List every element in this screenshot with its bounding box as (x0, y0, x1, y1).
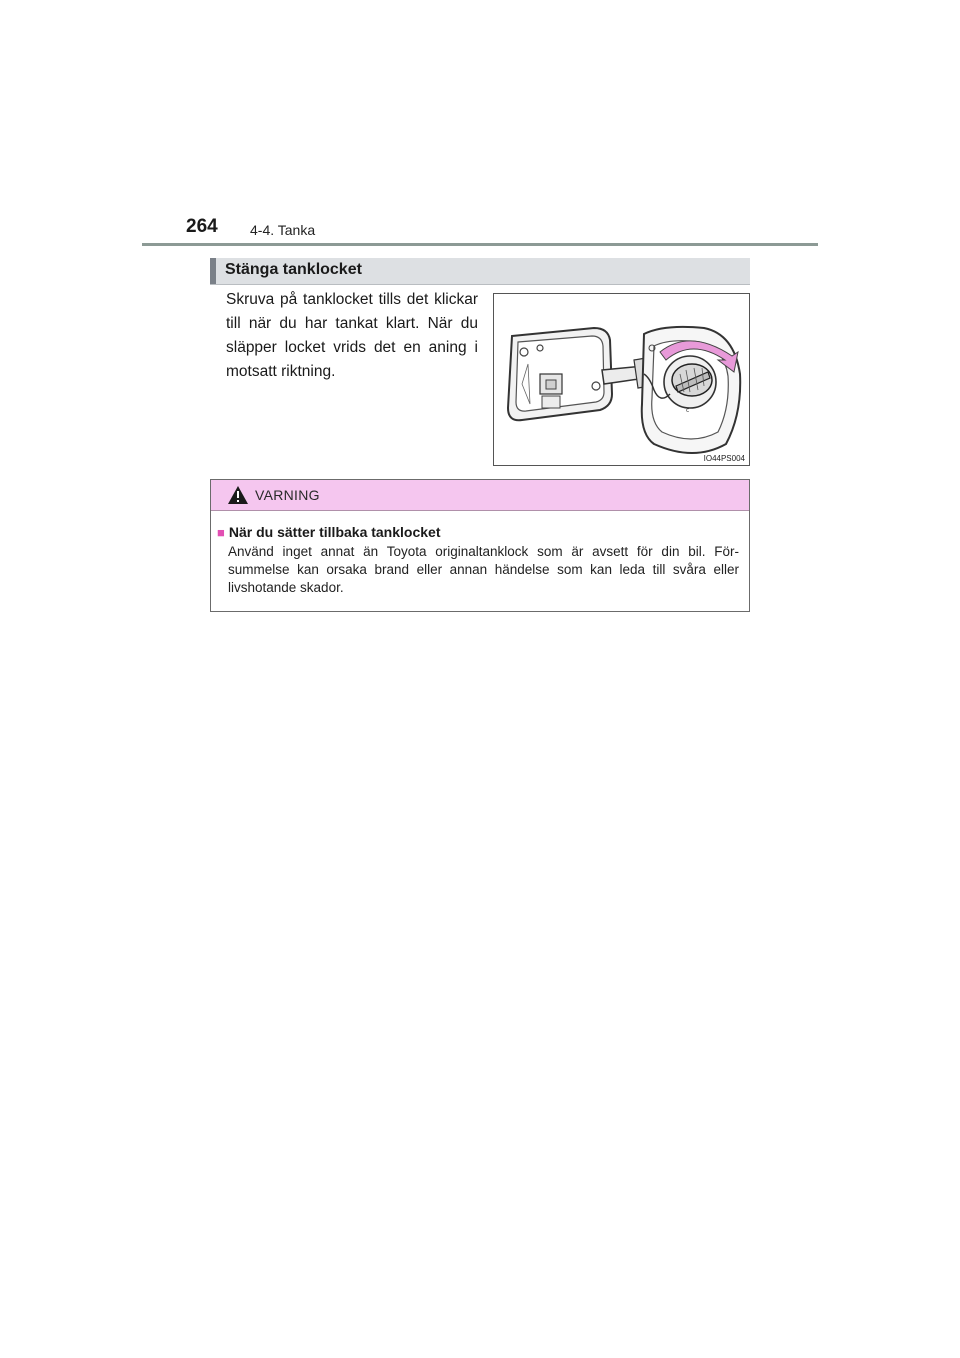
warning-title-text: När du sätter tillbaka tanklocket (228, 524, 441, 540)
chapter-title: 4-4. Tanka (250, 222, 316, 238)
warning-label: VARNING (255, 487, 320, 503)
figure-code: IO44PS004 (703, 454, 745, 463)
instruction-text: Skruva på tanklocket tills det klickar till när du har tankat klart. När du släpper locket vrids det en aning i motsatt riktning. (226, 291, 478, 380)
warning-box (210, 479, 750, 612)
warning-header (211, 480, 749, 511)
warning-text: Använd inget annat än Toyota originaltanklock som är avsett för din bil. För-summelse kan orsaka brand eller annan händelse som kan leda till svåra eller livshotande skador. (228, 544, 739, 595)
page-number: 264 (186, 216, 218, 237)
square-bullet-icon: ■ (217, 525, 225, 540)
section-title: Stänga tanklocket (225, 261, 362, 278)
warning-title (217, 524, 441, 540)
fuel-cap-drawing (494, 294, 749, 465)
warning-triangle-icon (227, 485, 249, 505)
header-divider (142, 243, 818, 246)
svg-text:c: c (686, 407, 690, 414)
section-heading (210, 258, 750, 285)
fuel-cap-illustration (493, 293, 750, 466)
section-heading-bar (210, 258, 216, 284)
